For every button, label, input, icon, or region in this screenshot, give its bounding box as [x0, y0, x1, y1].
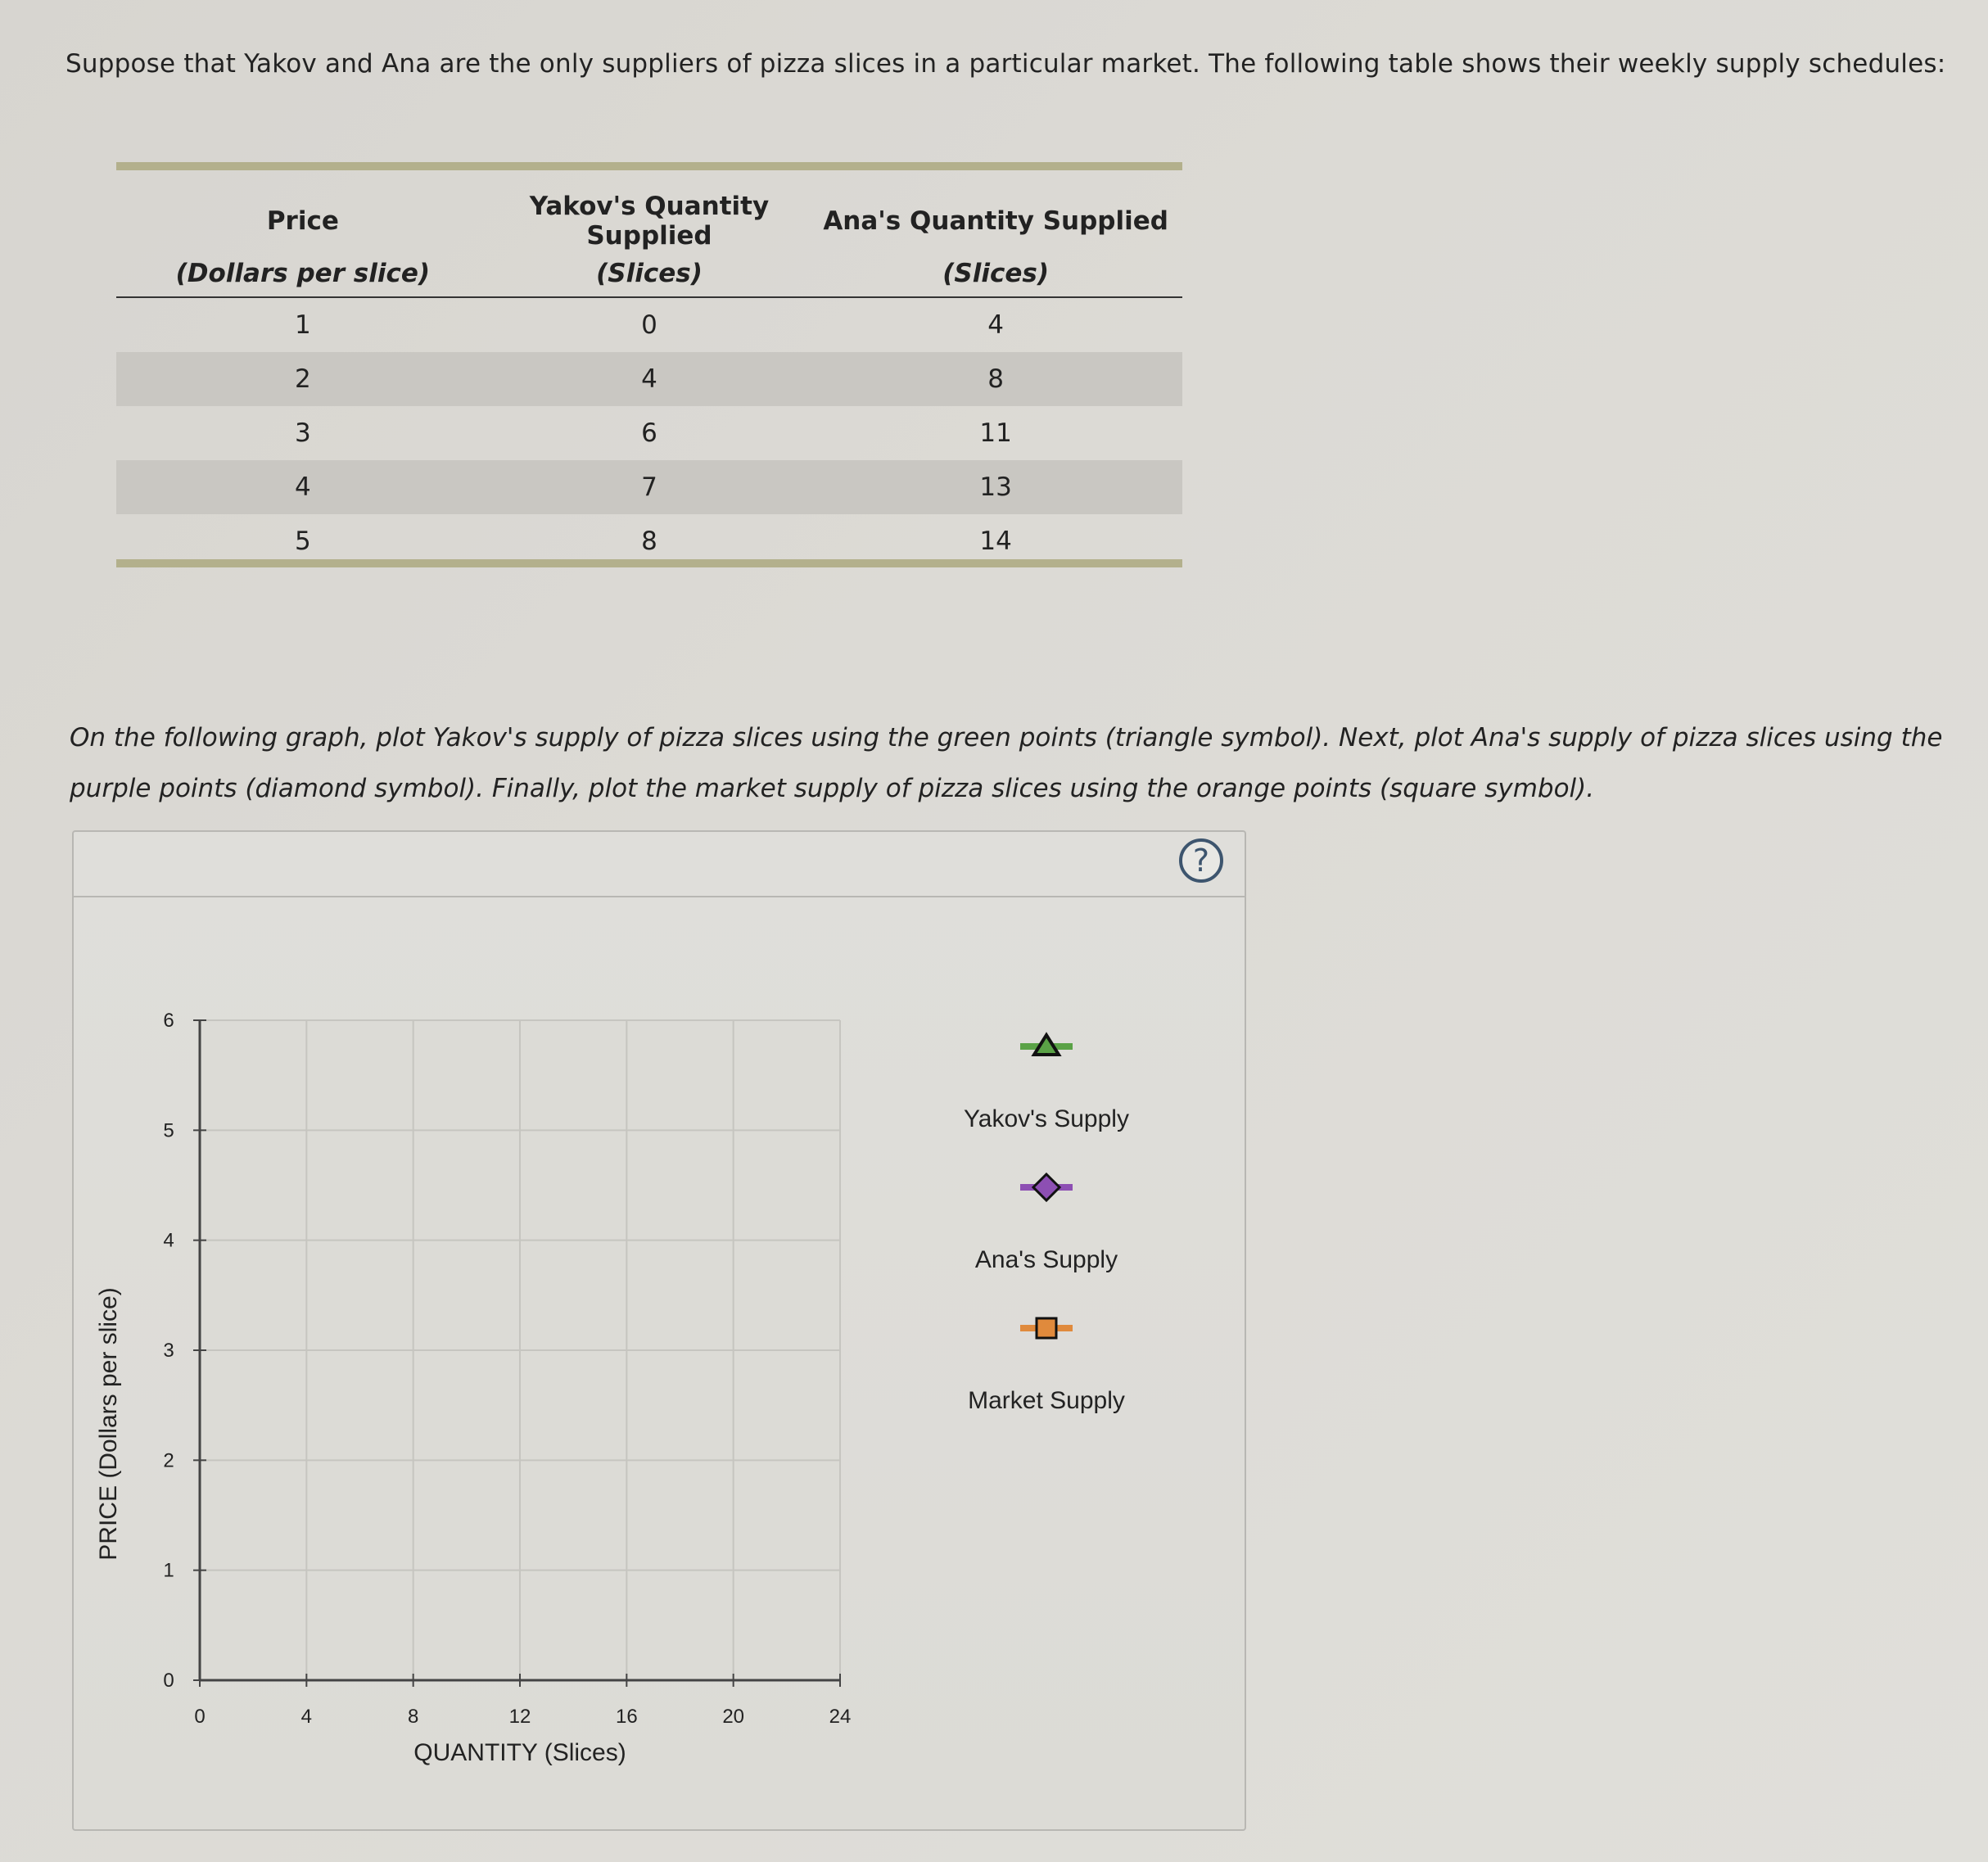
yakov-supply-legend-label: Yakov's Supply	[964, 1105, 1129, 1132]
table-row	[116, 406, 1182, 460]
graph-panel	[72, 830, 1246, 1831]
price-cell: 5	[294, 527, 311, 556]
x-tick-label: 12	[508, 1706, 531, 1728]
yakov-quantity-cell: 7	[490, 460, 810, 514]
table-row	[116, 297, 1182, 352]
supply-schedule-table	[116, 162, 1182, 568]
x-axis-title: QUANTITY (Slices)	[413, 1739, 626, 1766]
ana-quantity-cell: 8	[809, 352, 1182, 406]
header-price-unit: (Dollars per slice)	[116, 251, 490, 297]
y-tick-label: 2	[163, 1449, 174, 1472]
yakov-quantity-cell: 4	[490, 352, 810, 406]
y-tick-label: 4	[163, 1229, 174, 1252]
ana-quantity-cell: 14	[979, 527, 1012, 556]
header-ana-unit: (Slices)	[809, 251, 1182, 297]
yakov-quantity-cell: 8	[641, 527, 657, 556]
price-cell: 2	[116, 352, 490, 406]
table-row	[116, 352, 1182, 406]
ana-supply-legend-label: Ana's Supply	[974, 1246, 1118, 1273]
price-cell: 1	[294, 310, 311, 340]
y-tick-label: 1	[163, 1559, 174, 1582]
y-tick-label: 3	[163, 1340, 174, 1362]
header-price: Price	[266, 206, 339, 236]
instructions-line-1: On the following graph, plot Yakov's supply of pizza slices using the green points (triangle symbol). Next, plot Ana's supply of pizza slices using the	[70, 723, 1943, 752]
help-icon[interactable]: ?	[1179, 838, 1223, 883]
table-bottom-rule	[116, 559, 1182, 567]
price-cell: 4	[116, 460, 490, 514]
square-icon[interactable]	[1037, 1318, 1056, 1338]
yakov-quantity-cell: 0	[641, 310, 657, 340]
y-tick-label: 6	[163, 1010, 174, 1032]
price-cell: 3	[294, 418, 311, 448]
ana-quantity-cell: 11	[979, 418, 1012, 448]
diamond-icon[interactable]	[1033, 1174, 1060, 1200]
x-tick-label: 0	[194, 1706, 206, 1728]
header-yakov-unit: (Slices)	[490, 251, 810, 297]
x-tick-label: 20	[722, 1706, 745, 1728]
y-axis-title: PRICE (Dollars per slice)	[95, 1287, 122, 1561]
header-ana-quantity: Ana's Quantity Supplied	[823, 206, 1168, 236]
yakov-quantity-cell: 6	[641, 418, 657, 448]
x-tick-label: 8	[407, 1706, 419, 1728]
x-tick-label: 24	[829, 1706, 852, 1728]
supply-chart[interactable]	[74, 832, 1245, 1829]
header-yakov-quantity: Yakov's Quantity Supplied	[529, 192, 770, 251]
graph-instructions	[70, 712, 1953, 814]
intro-text: Suppose that Yakov and Ana are the only suppliers of pizza slices in a particular market. The following table shows their weekly supply schedules:	[66, 49, 1946, 79]
x-tick-label: 4	[300, 1706, 313, 1728]
table-row	[116, 460, 1182, 514]
x-tick-label: 16	[615, 1706, 638, 1728]
market-supply-legend-label: Market Supply	[968, 1387, 1125, 1414]
instructions-line-2: purple points (diamond symbol). Finally, plot the market supply of pizza slices using the orange points (square symbol).	[70, 774, 1595, 803]
y-tick-label: 0	[163, 1670, 174, 1692]
ana-quantity-cell: 4	[987, 310, 1004, 340]
ana-quantity-cell: 13	[809, 460, 1182, 514]
y-tick-label: 5	[163, 1119, 174, 1142]
